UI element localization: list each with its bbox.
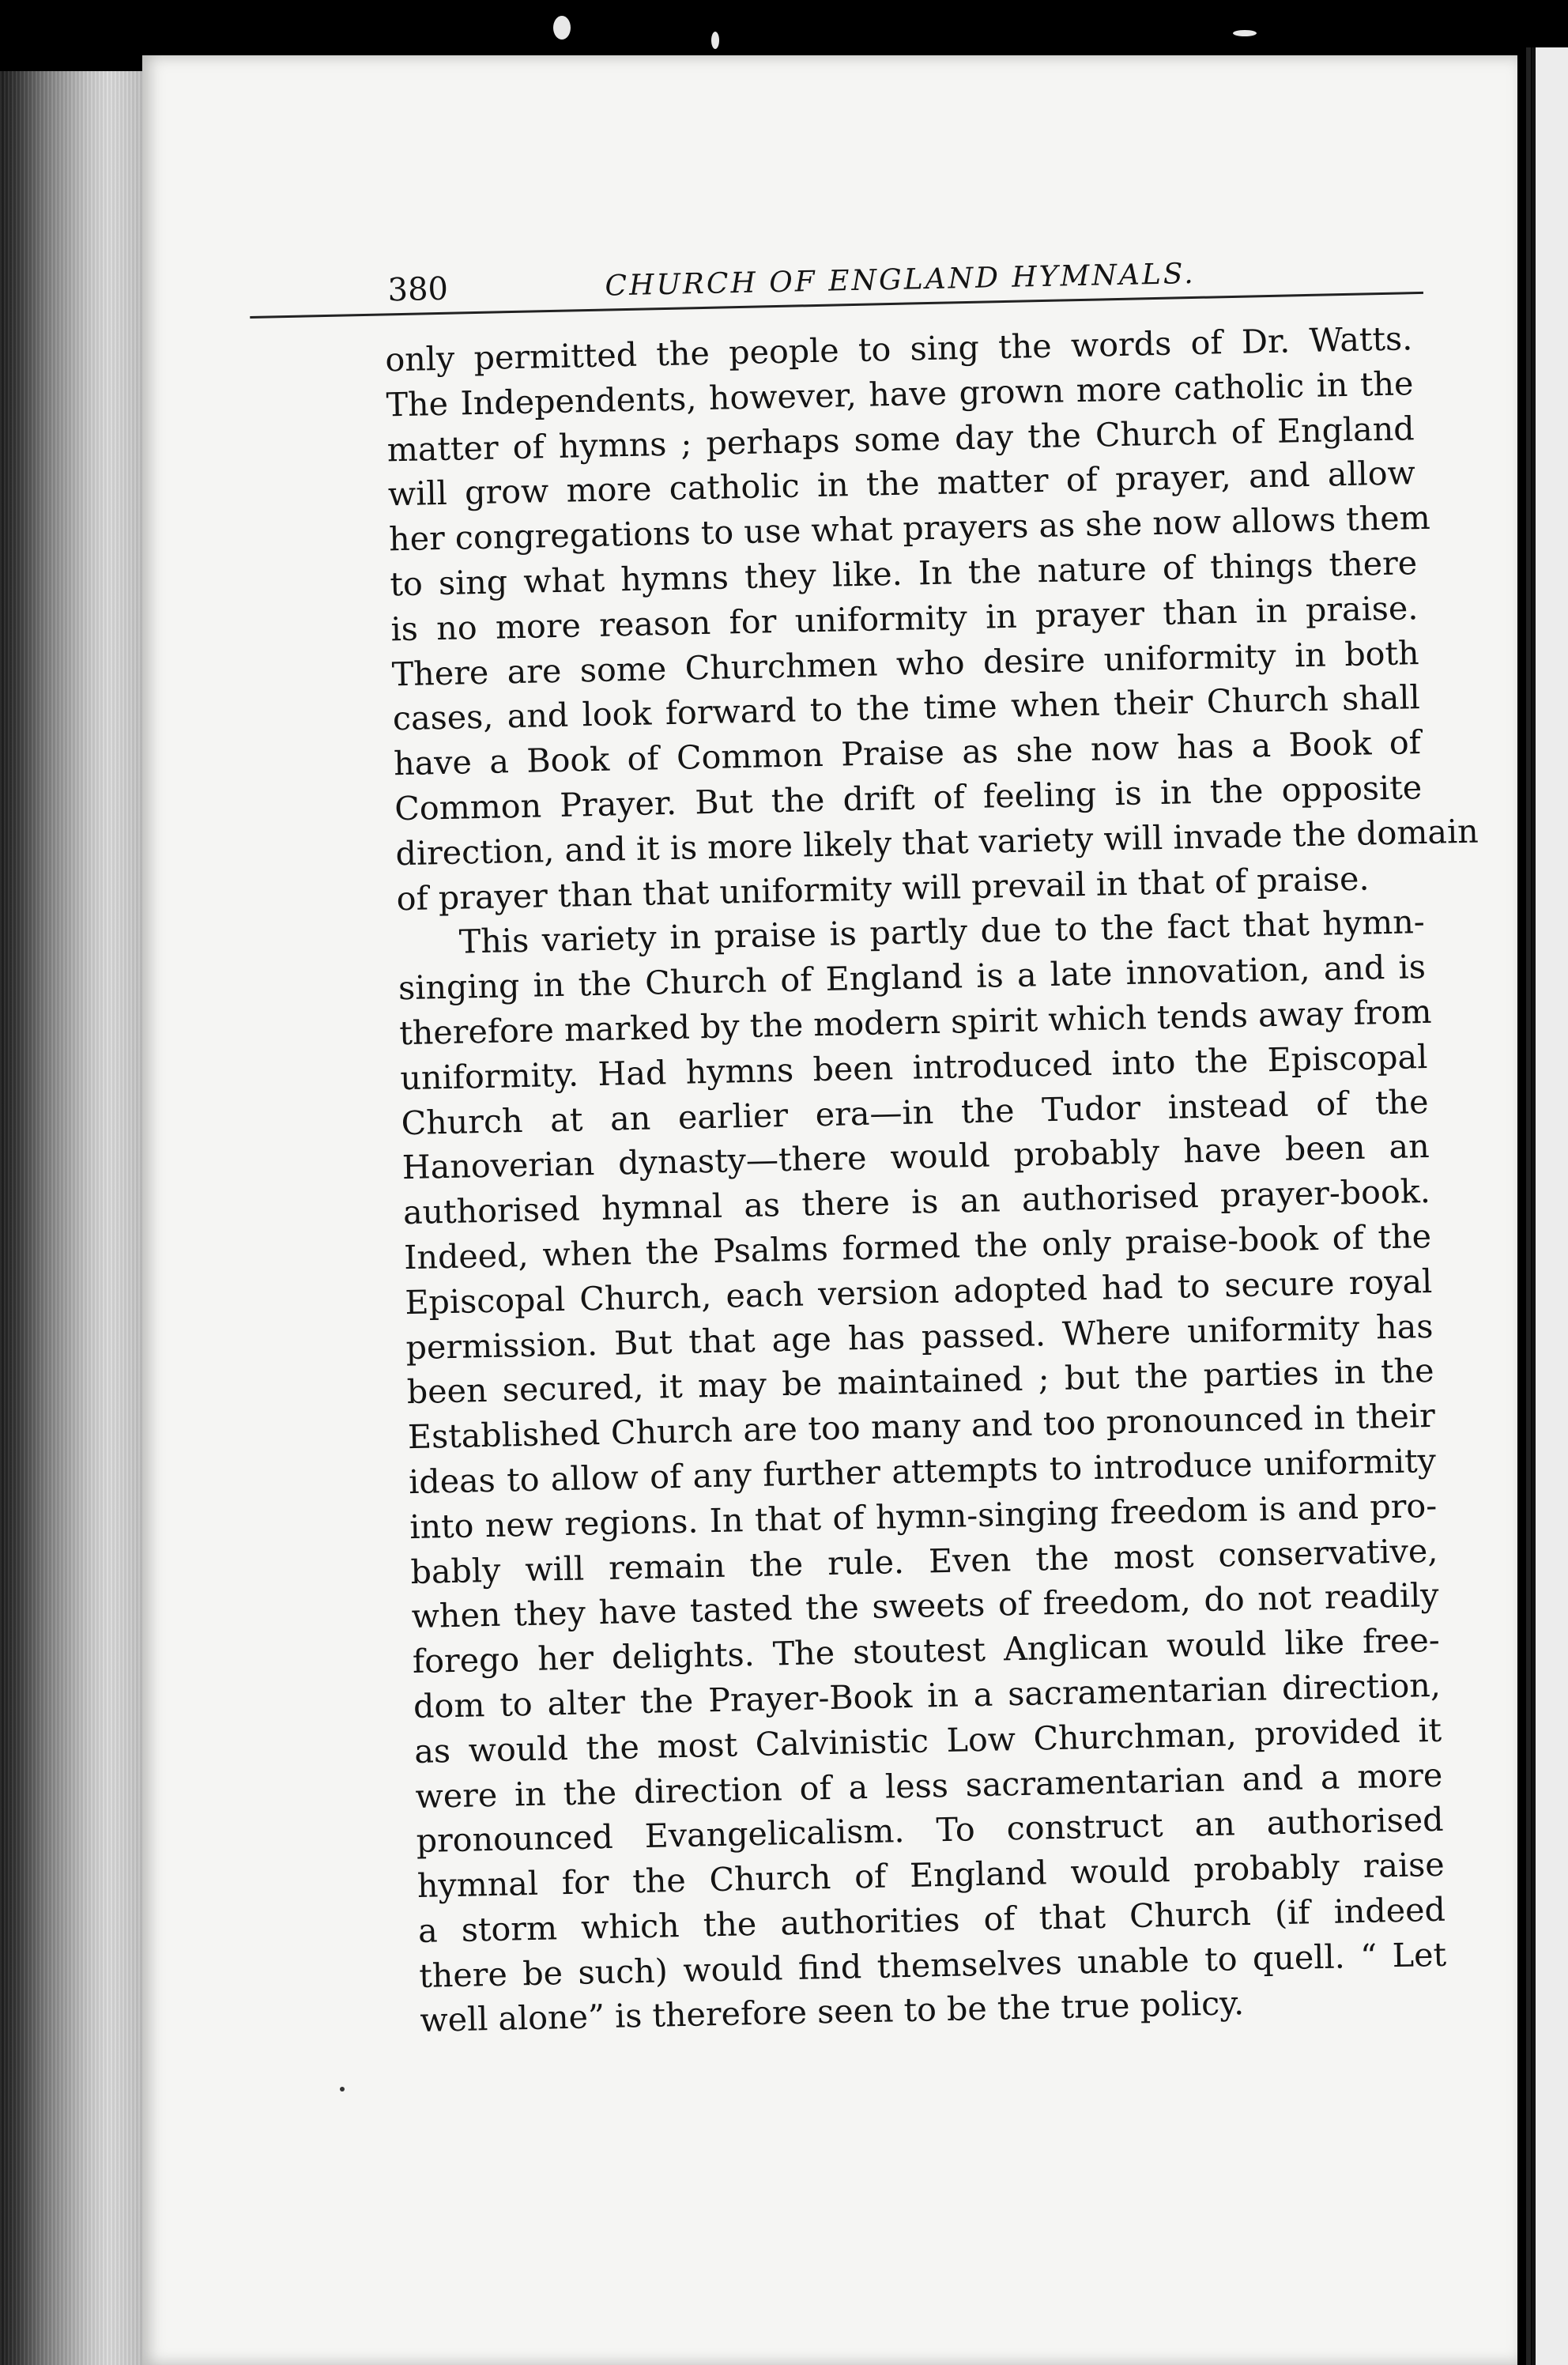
text-line: singing in the Church of England is a late innovation, and is (398, 948, 1427, 1008)
text-line: will grow more catholic in the matter of prayer, and allow (387, 454, 1416, 514)
text-line: dom to alter the Prayer-Book in a sacramentarian direction, (413, 1665, 1442, 1726)
text-line: cases, and look forward to the time when their Church shall (392, 678, 1421, 738)
text-line: matter of hymns ; perhaps some day the Church of England (386, 409, 1415, 469)
body-text (384, 316, 1479, 2043)
text-line: This variety in praise is partly due to the fact that hymn- (458, 903, 1426, 961)
text-line: as would the most Calvinistic Low Churchman, provided it (413, 1711, 1442, 1771)
text-line: her congregations to use what prayers as she now allows them (388, 498, 1431, 559)
text-line: of prayer than that uniformity will prevail in that of praise. (396, 859, 1370, 918)
text-line: Established Church are too many and too pronounced in their (407, 1397, 1436, 1457)
text-line: to sing what hymns they like. In the nature of things there (389, 544, 1418, 604)
facing-page-edge (1532, 47, 1568, 2365)
text-line: when they have tasted the sweets of freedom, do not readily (411, 1576, 1439, 1636)
text-line: ideas to allow of any further attempts to introduce uniformity (408, 1441, 1437, 1502)
top-edge-marks (0, 0, 1568, 55)
text-line: been secured, it may be maintained ; but the parties in the (406, 1352, 1435, 1412)
text-line: there be such) would find themselves unable to quell. “ Let (418, 1935, 1447, 1995)
text-line: have a Book of Common Praise as she now has a Book of (393, 723, 1422, 783)
text-line: Episcopal Church, each version adopted had to secure royal (404, 1262, 1433, 1322)
text-line: The Independents, however, have grown more catholic in the (386, 364, 1414, 424)
page-edges-left (0, 71, 150, 2365)
text-line: into new regions. In that of hymn-singing freedom is and pro- (409, 1486, 1438, 1546)
dust-mark (553, 16, 571, 40)
text-line: Indeed, when the Psalms formed the only praise-book of the (403, 1216, 1432, 1277)
dust-mark (340, 2087, 345, 2092)
text-line: uniformity. Had hymns been introduced into the Episcopal (399, 1037, 1428, 1097)
text-line: a storm which the authorities of that Church (if indeed (417, 1890, 1446, 1950)
text-line: authorised hymnal as there is an authorised prayer-book. (402, 1172, 1431, 1232)
text-line: There are some Churchmen who desire uniformity in both (391, 633, 1419, 693)
text-line: Church at an earlier era—in the Tudor instead of the (401, 1082, 1429, 1142)
text-line: hymnal for the Church of England would probably raise (416, 1845, 1446, 1906)
text-line: Hanoverian dynasty—there would probably have been an (401, 1127, 1430, 1187)
text-line: permission. But that age has passed. Where uniformity has (405, 1307, 1434, 1367)
text-line: were in the direction of a less sacramentarian and a more (415, 1756, 1443, 1816)
text-line: Common Prayer. But the drift of feeling is in the opposite (394, 768, 1423, 828)
page-content (249, 244, 1479, 2046)
page-number: 380 (387, 270, 449, 309)
text-line: well alone” is therefore seen to be the true policy. (419, 1984, 1245, 2040)
text-line: direction, and it is more likely that variety will invade the domain (395, 812, 1479, 873)
text-line: bably will remain the rule. Even the most conservative, (410, 1531, 1438, 1591)
text-line: forego her delights. The stoutest Anglican would like free- (412, 1620, 1441, 1681)
text-line: only permitted the people to sing the words of Dr. Watts. (384, 319, 1413, 379)
running-title: CHURCH OF ENGLAND HYMNALS. (605, 257, 1197, 303)
text-line: pronounced Evangelicalism. To construct an authorised (416, 1801, 1444, 1861)
dust-mark (711, 32, 719, 49)
text-line: is no more reason for uniformity in prayer than in praise. (390, 588, 1419, 649)
dust-mark (1233, 30, 1257, 36)
text-line: therefore marked by the modern spirit which tends away from (398, 992, 1432, 1053)
